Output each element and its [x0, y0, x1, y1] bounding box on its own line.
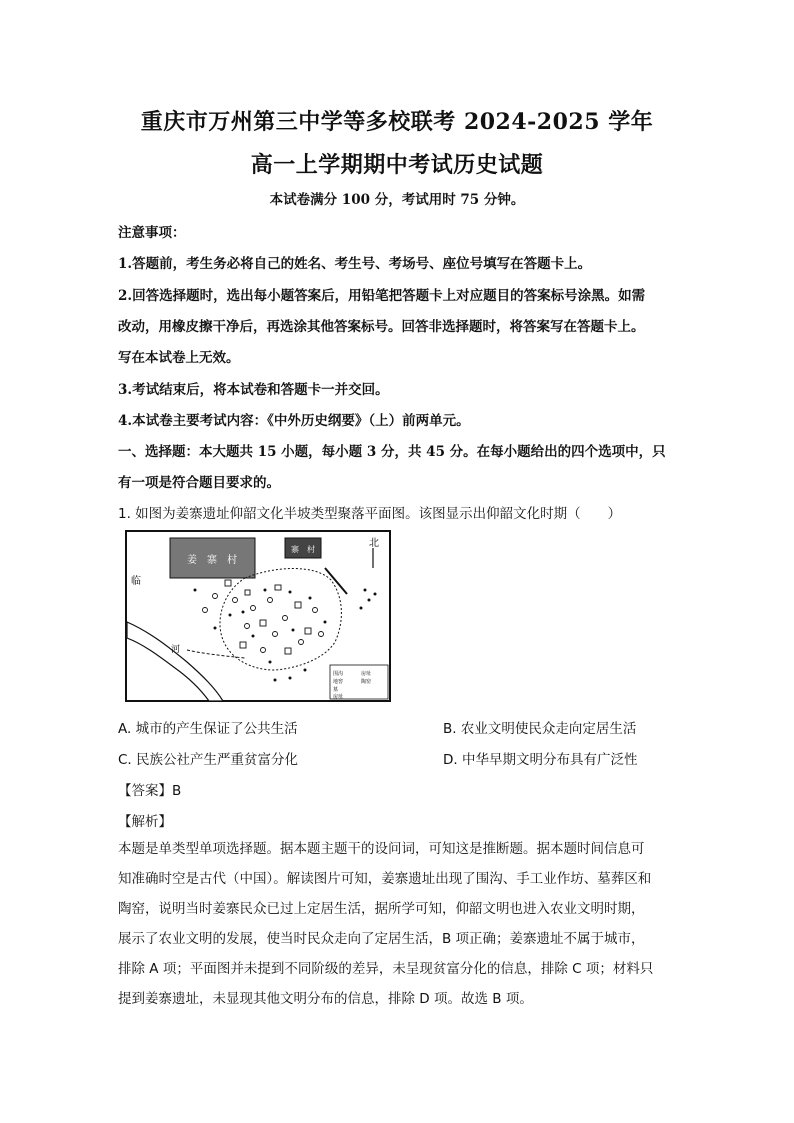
option-a: A. 城市的产生保证了公共生活 — [118, 721, 298, 737]
notice-2-cont: 改动，用橡皮擦干净后，再选涂其他答案标号。回答非选择题时，将答案写在答题卡上。 — [118, 319, 645, 335]
settlement-map — [125, 530, 391, 702]
river-label-2: 河 — [171, 645, 181, 655]
notice-3: 3.考试结束后，将本试卷和答题卡一并交回。 — [118, 382, 389, 398]
village-label: 姜 寨 村 — [187, 555, 237, 566]
exam-info: 本试卷满分 100 分，考试用时 75 分钟。 — [269, 192, 525, 208]
title-line-2: 高一上学期期中考试历史试题 — [250, 152, 544, 178]
notice-4: 4.本试卷主要考试内容：《中外历史纲要》（上）前两单元。 — [118, 413, 470, 429]
legend-kiln: 陶窑 — [361, 679, 372, 685]
notice-title: 注意事项： — [118, 225, 186, 241]
analysis-line: 知准确时空是古代（中国）。解读图片可知，姜寨遗址出现了围沟、手工业作坊、墓葬区和 — [118, 871, 652, 887]
legend-house-2: 房址 — [333, 694, 344, 700]
option-c: C. 民族公社产生严重贫富分化 — [118, 752, 299, 768]
section-title-cont: 有一项是符合题目要求的。 — [118, 475, 280, 491]
analysis-body — [118, 834, 678, 1014]
analysis-line: 展示了农业文明的发展，使当时民众走向了定居生活，B 项正确；姜寨遗址不属于城市， — [118, 931, 645, 947]
analysis-line: 陶窑，说明当时姜寨民众已过上定居生活，据所学可知，仰韶文明也进入农业文明时期， — [118, 901, 645, 917]
analysis-line: 排除 A 项；平面图并未提到不同阶级的差异，未呈现贫富分化的信息，排除 C 项；材料只 — [118, 961, 654, 977]
river-label-1: 临 — [131, 576, 141, 587]
notice-2-end: 写在本试卷上无效。 — [118, 350, 240, 366]
question-1: 1. 如图为姜寨遗址仰韶文化半坡类型聚落平面图。该图显示出仰韶文化时期（ ） — [118, 506, 622, 522]
analysis-title: 【解析】 — [118, 814, 172, 830]
legend-ditch: 围沟 — [333, 671, 344, 677]
legend-cellar: 地窖 — [333, 679, 344, 685]
option-b: B. 农业文明使民众走向定居生活 — [443, 721, 637, 737]
title-line-1: 重庆市万州第三中学等多校联考 2024-2025 学年 — [140, 109, 654, 135]
notice-1: 1.答题前，考生务必将自己的姓名、考生号、考场号、座位号填写在答题卡上。 — [118, 256, 592, 272]
analysis-line: 本题是单类型单项选择题。据本题主题干的设问词，可知这是推断题。据本题时间信息可 — [118, 841, 645, 857]
analysis-line: 提到姜寨遗址，未显现其他文明分布的信息，排除 D 项。故选 B 项。 — [118, 991, 533, 1007]
notice-2: 2.回答选择题时，选出每小题答案后，用铅笔把答题卡上对应题目的答案标号涂黑。如需 — [118, 288, 646, 304]
option-d: D. 中华早期文明分布具有广泛性 — [443, 752, 638, 768]
legend-tomb: 墓 — [333, 687, 339, 693]
legend-house: 房址 — [361, 671, 372, 677]
north-label: 北 — [369, 538, 379, 549]
answer: 【答案】B — [118, 783, 182, 799]
village-label-2: 寨 村 — [291, 545, 315, 554]
section-title: 一、选择题：本大题共 15 小题，每小题 3 分，共 45 分。在每小题给出的四个选项中，只 — [118, 444, 666, 460]
